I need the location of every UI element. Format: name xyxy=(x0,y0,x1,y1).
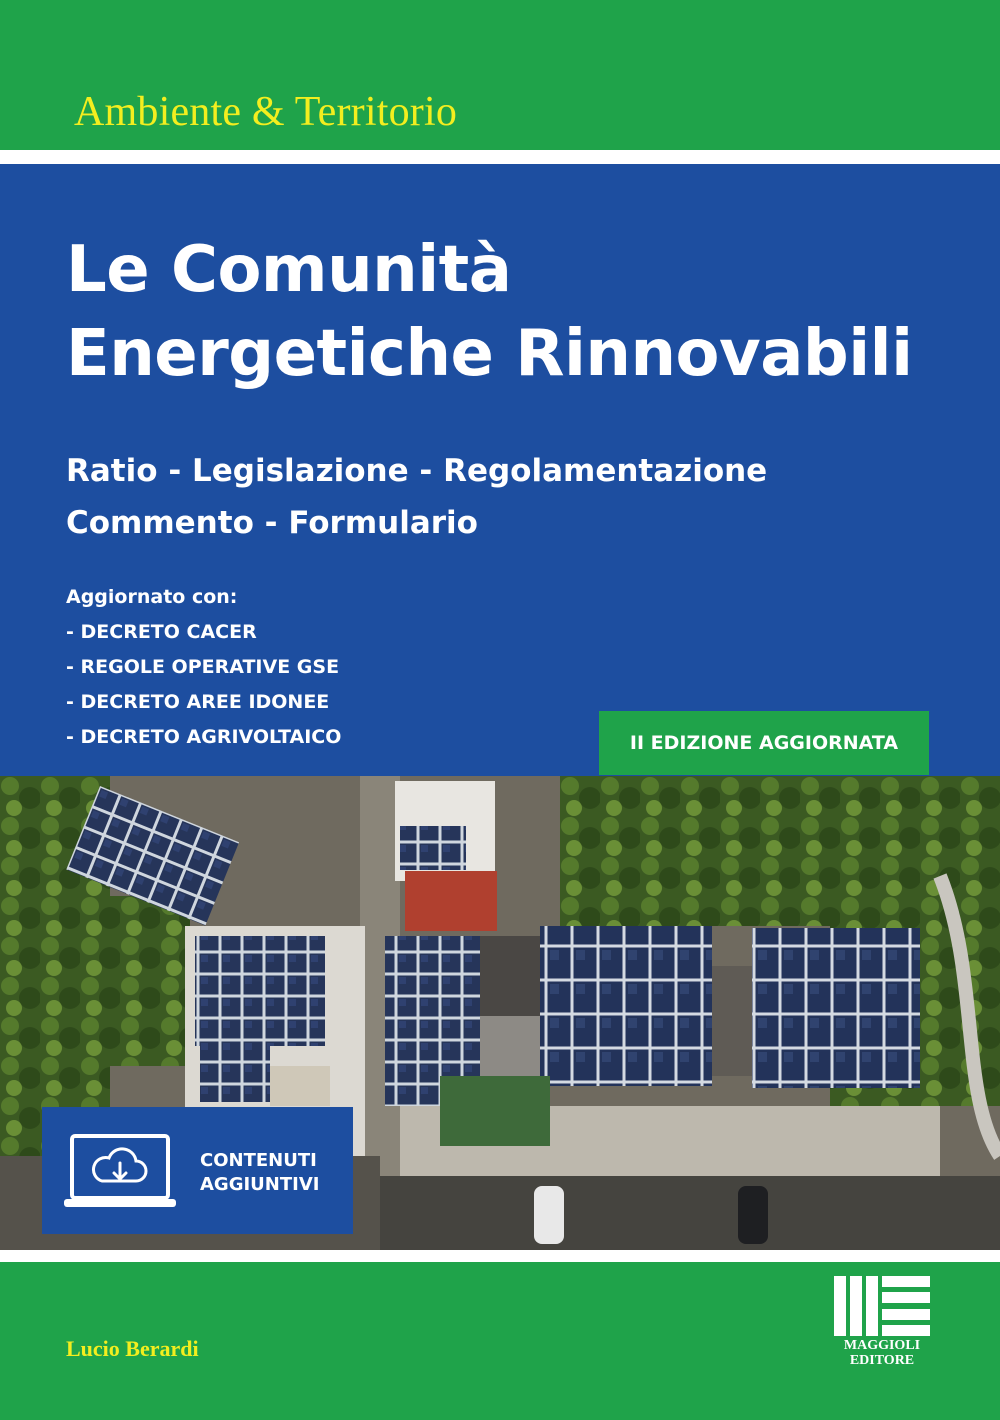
subtitle-line-2: Commento - Formulario xyxy=(66,505,478,541)
publisher-name xyxy=(834,1338,930,1368)
author-name: Lucio Berardi xyxy=(66,1336,199,1361)
subtitle-line-1: Ratio - Legislazione - Regolamentazione xyxy=(66,453,768,489)
book-title-line-1: Le Comunità xyxy=(66,233,512,307)
top-divider xyxy=(0,150,1000,164)
update-item: - DECRETO AREE IDONEE xyxy=(66,691,330,713)
book-title xyxy=(66,228,913,396)
series-title: Ambiente & Territorio xyxy=(74,89,458,135)
publisher-name-line-1: MAGGIOLI xyxy=(843,1338,921,1353)
additional-content-box xyxy=(42,1107,353,1234)
updates-heading: Aggiornato con: xyxy=(66,586,238,608)
additional-content-line-1: CONTENUTI xyxy=(200,1150,317,1171)
publisher-name-line-2: EDITORE xyxy=(849,1353,915,1368)
book-title-line-2: Energetiche Rinnovabili xyxy=(66,317,913,391)
edition-badge: II EDIZIONE AGGIORNATA xyxy=(599,711,929,775)
book-subtitle xyxy=(66,445,767,549)
bottom-divider xyxy=(0,1250,1000,1262)
update-item: - DECRETO AGRIVOLTAICO xyxy=(66,726,342,748)
update-item: - REGOLE OPERATIVE GSE xyxy=(66,656,340,678)
additional-content-line-2: AGGIUNTIVI xyxy=(200,1174,320,1195)
updates-list xyxy=(66,580,341,755)
additional-content-label xyxy=(200,1149,319,1197)
publisher-logo xyxy=(834,1276,930,1368)
maggioli-mark-icon xyxy=(834,1276,930,1336)
update-item: - DECRETO CACER xyxy=(66,621,257,643)
laptop-cloud-download-icon xyxy=(64,1133,176,1213)
